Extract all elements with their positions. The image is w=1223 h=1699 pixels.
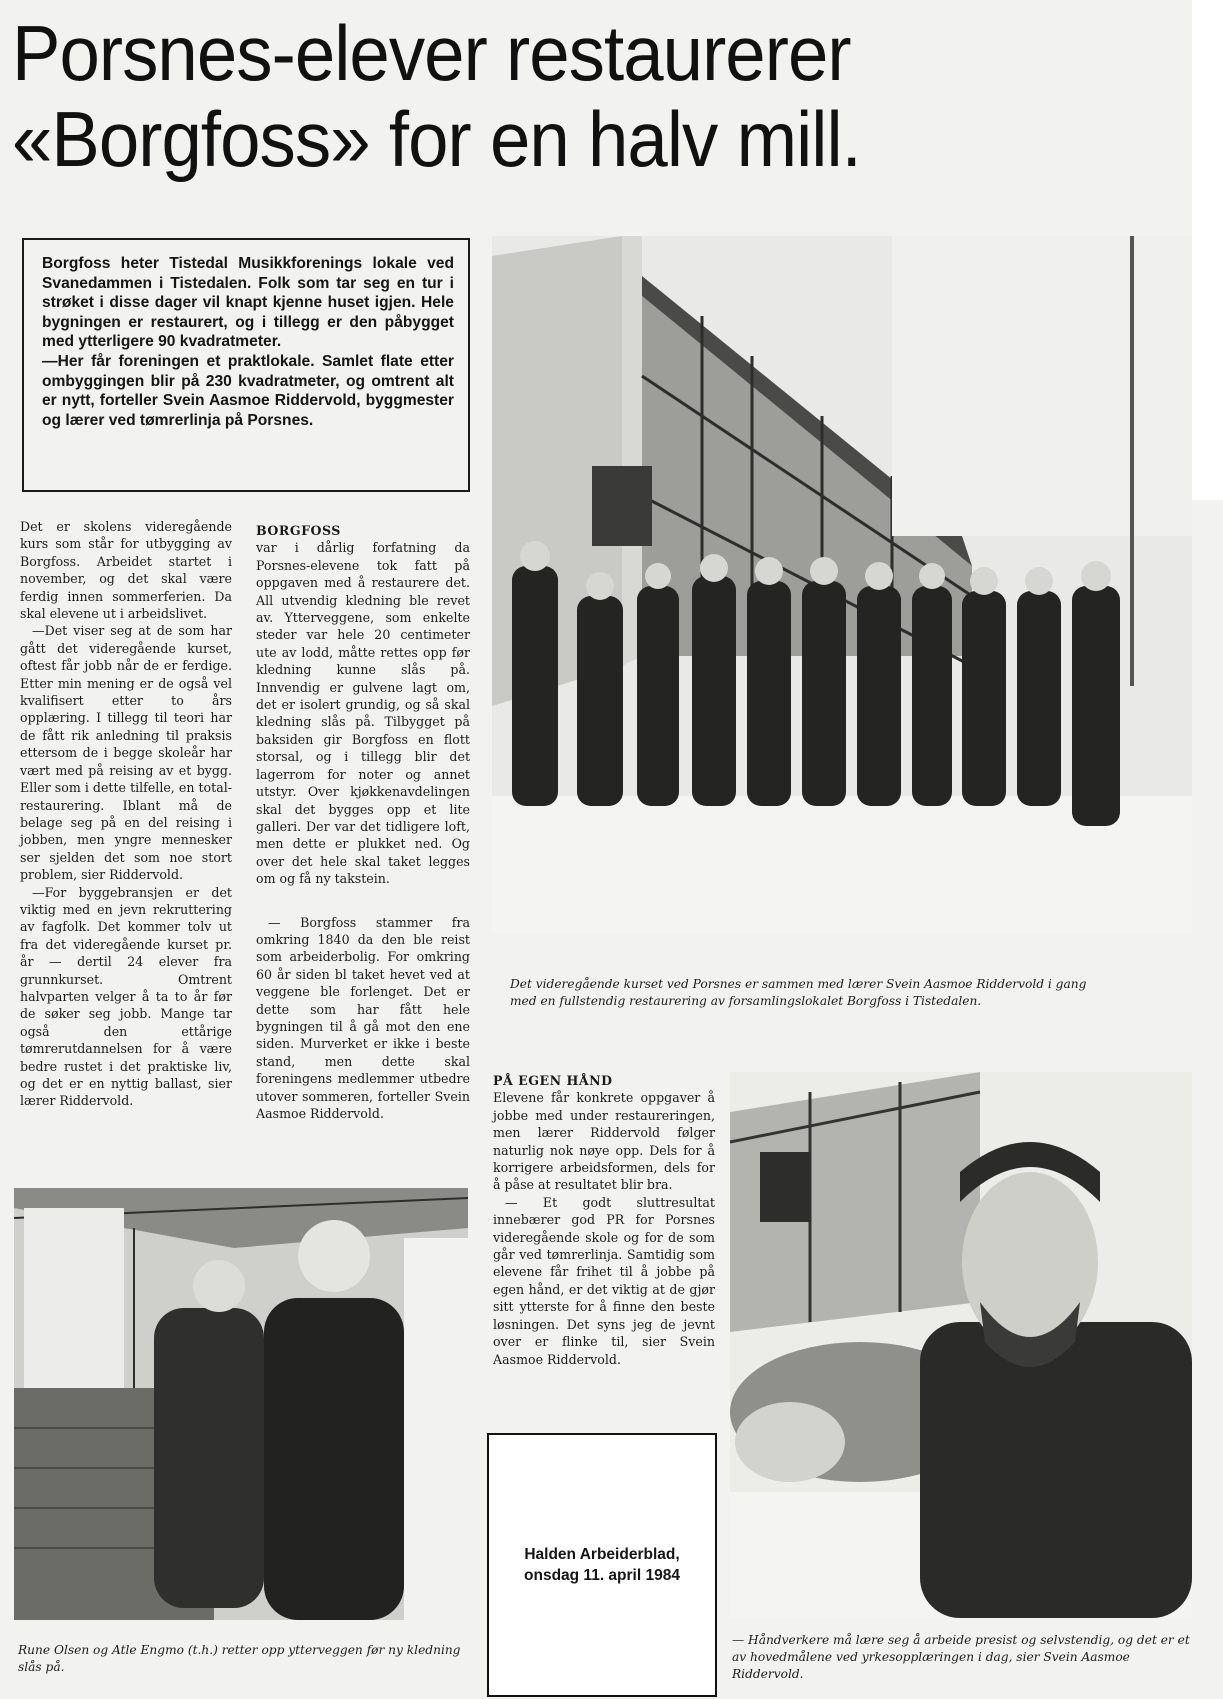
source-date: onsdag 11. april 1984 xyxy=(524,1567,680,1584)
group-photo-caption: Det videregående kurset ved Porsnes er sammen med lærer Svein Aasmoe Riddervold i gang med en fullstendig restaurering av forsamlingslokalet Borgfoss i Tistedalen. xyxy=(510,977,1087,1008)
workers-photo xyxy=(14,1188,468,1620)
source-box xyxy=(487,1433,717,1697)
column-2-paragraph-2: — Borgfoss stammer fra omkring 1840 da den ble reist som arbeiderbolig. For omkring 60 år siden bl taket hevet ved at veggene ble forlenget. Det er dette som har fått hele bygningen til å gå mot den ene siden. Murverket er ikke i beste stand, men dette skal foreningens medlemmer utbedre utover sommeren, forteller Svein Aasmoe Riddervold. xyxy=(256,914,470,1121)
column-1-paragraph-2: —Det viser seg at de som har gått det videregående kurset, oftest får jobb når de er ferdige. Etter min mening er de også vel kvalifisert etter to års opplæring. I tillegg til teori har de fått rik anledning til praksis ettersom de i begge skoleår har vært med på reising av et bygg. Eller som i dette tilfelle, en total-restaurering. Iblant må de belage seg på en del reising i jobben, men yngre mennesker ser sjelden det som noe stort problem, sier Riddervold. xyxy=(20,623,232,883)
workers-photo-image xyxy=(14,1188,468,1620)
ingress-paragraph-1: Borgfoss heter Tistedal Musikkforenings lokale ved Svanedammen i Tistedalen. Folk som tar seg en tur i strøket i disse dager vil knapt kjenne huset igjen. Hele bygningen er restaurert, og i tillegg er den påbygget med ytterligere 90 kvadratmeter. xyxy=(42,255,454,351)
subhead-paa-egen-haand: PÅ EGEN HÅND xyxy=(493,1073,613,1088)
newspaper-page-edge xyxy=(1192,500,1223,1699)
headline-line-2: «Borgfoss» for en halv mill. xyxy=(12,95,861,183)
teacher-photo xyxy=(730,1072,1192,1618)
headline xyxy=(12,10,1100,182)
source-newspaper: Halden Arbeiderblad, xyxy=(524,1546,680,1563)
teacher-photo-caption: — Håndverkere må lære seg å arbeide presist og selvstendig, og det er et av hovedmålene ved yrkesopplæringen i dag, sier Svein Aasmoe Riddervold. xyxy=(732,1633,1190,1681)
subhead-borgfoss: BORGFOSS xyxy=(256,523,341,538)
article-column-1 xyxy=(20,518,232,1110)
workers-photo-caption: Rune Olsen og Atle Engmo (t.h.) retter opp ytterveggen før ny kledning slås på. xyxy=(18,1643,461,1674)
column-3-paragraph-1: Elevene får konkrete oppgaver å jobbe med under restaureringen, men lærer Riddervold følger naturlig nok nøye opp. Dels for å korrigere arbeidsformen, dels for å påse at resultatet blir bra. xyxy=(493,1090,715,1193)
column-1-paragraph-3: —For byggebransjen er det viktig med en jevn rekruttering av fagfolk. Det kommer tolv ut fra det videregående kurset pr. år — dertil 24 elever fra grunnkurset. Omtrent halvparten velger å ta to år før de søker seg jobb. Mange tar også den ettårige tømrerutdannelsen for å være bedre rustet i det praktiske liv, og det er en nyttig ballast, sier lærer Riddervold. xyxy=(20,884,232,1109)
column-1-paragraph-1: Det er skolens videregående kurs som står for utbygging av Borgfoss. Arbeidet startet i november, og det skal være ferdig innen sommerferien. Da skal elevene ut i arbeidslivet. xyxy=(20,519,232,622)
article-column-3 xyxy=(493,1072,715,1368)
ingress-box xyxy=(22,238,470,492)
group-photo xyxy=(492,236,1192,934)
ingress-paragraph-2: —Her får foreningen et praktlokale. Samlet flate etter ombyggingen blir på 230 kvadratmeter, og omtrent alt er nytt, forteller Svein Aasmoe Riddervold, byggmester og lærer ved tømrerlinja på Porsnes. xyxy=(42,352,454,429)
teacher-photo-image xyxy=(730,1072,1192,1618)
headline-line-1: Porsnes-elever restaurerer xyxy=(12,9,851,97)
article-column-2 xyxy=(256,522,470,1122)
column-2-paragraph-1: var i dårlig forfatning da Porsnes-elevene tok fatt på oppgaven med å restaurere det. All utvendig kledning ble revet av. Ytterveggene, som enkelte steder var hele 20 centimeter ute av lodd, måtte rettes opp før kledning kunne slås på. Innvendig er gulvene lagt om, det er isolert grundig, og så skal kledning slås på. Tilbygget på baksiden gir Borgfoss en flott storsal, og i tillegg blir det lagerrom for noter og annet utstyr. Over kjøkkenavdelingen skal det bygges opp et lite galleri. Der var det tidligere loft, men dette er plukket ned. Og over det hele skal taket legges om og få ny takstein. xyxy=(256,540,470,887)
group-photo-image xyxy=(492,236,1192,934)
column-3-paragraph-2: — Et godt sluttresultat innebærer god PR for Porsnes videregående skole og for de som går ved tømrerlinja. Samtidig som elevene får frihet til å jobbe på egen hånd, er det viktig at de gjør sitt ytterste for å finne den beste løsningen. Det syns jeg de jevnt over er flinke til, sier Svein Aasmoe Riddervold. xyxy=(493,1194,715,1367)
